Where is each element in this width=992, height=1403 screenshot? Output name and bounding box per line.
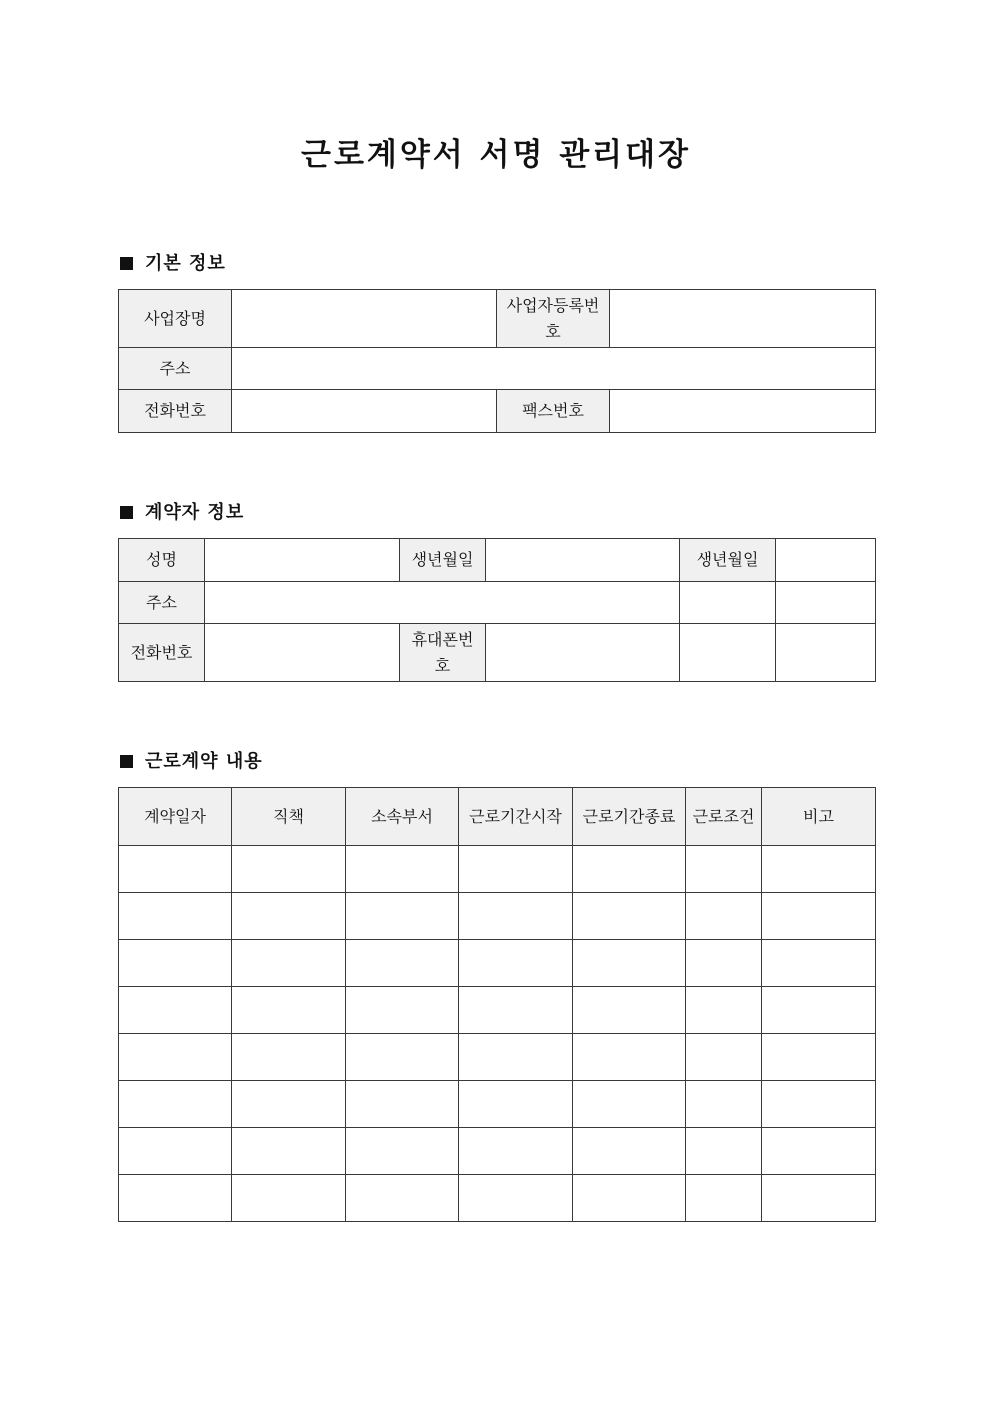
column-header-remarks: 비고 xyxy=(762,788,876,846)
table-row xyxy=(119,390,876,433)
registration-number-label: 사업자등록번호 xyxy=(497,290,610,348)
table-cell[interactable] xyxy=(573,987,686,1034)
table-row xyxy=(119,1175,876,1222)
table-cell[interactable] xyxy=(762,940,876,987)
table-cell[interactable] xyxy=(346,893,459,940)
table-cell[interactable] xyxy=(686,987,762,1034)
square-bullet-icon xyxy=(120,755,133,768)
blank-cell[interactable] xyxy=(776,582,876,624)
birth-date-label-2: 생년월일 xyxy=(680,539,776,582)
table-cell[interactable] xyxy=(573,1034,686,1081)
page-title: 근로계약서 서명 관리대장 xyxy=(301,137,691,173)
table-cell[interactable] xyxy=(686,940,762,987)
table-cell[interactable] xyxy=(232,1034,346,1081)
table-row xyxy=(119,1128,876,1175)
table-cell[interactable] xyxy=(346,846,459,893)
table-cell[interactable] xyxy=(459,1081,573,1128)
column-header-contract-date: 계약일자 xyxy=(119,788,232,846)
contractor-phone-field[interactable] xyxy=(205,624,400,682)
birth-date-label: 생년월일 xyxy=(400,539,486,582)
contractor-address-label: 주소 xyxy=(119,582,205,624)
mobile-label: 휴대폰번호 xyxy=(400,624,486,682)
table-cell[interactable] xyxy=(686,1128,762,1175)
table-cell[interactable] xyxy=(346,1175,459,1222)
table-cell[interactable] xyxy=(762,846,876,893)
table-cell[interactable] xyxy=(686,1175,762,1222)
table-row xyxy=(119,1034,876,1081)
table-cell[interactable] xyxy=(346,1034,459,1081)
address-field[interactable] xyxy=(232,348,876,390)
fax-field[interactable] xyxy=(610,390,876,433)
table-cell[interactable] xyxy=(346,1128,459,1175)
table-cell[interactable] xyxy=(119,893,232,940)
table-row xyxy=(119,348,876,390)
column-header-department: 소속부서 xyxy=(346,788,459,846)
table-row xyxy=(119,539,876,582)
table-cell[interactable] xyxy=(346,1081,459,1128)
table-cell[interactable] xyxy=(686,846,762,893)
table-cell[interactable] xyxy=(573,893,686,940)
table-cell[interactable] xyxy=(119,1175,232,1222)
name-field[interactable] xyxy=(205,539,400,582)
section-heading-text: 기본 정보 xyxy=(145,253,226,274)
square-bullet-icon xyxy=(120,506,133,519)
table-cell[interactable] xyxy=(346,940,459,987)
table-cell[interactable] xyxy=(762,987,876,1034)
table-row xyxy=(119,1081,876,1128)
table-cell[interactable] xyxy=(232,1081,346,1128)
table-cell[interactable] xyxy=(573,940,686,987)
section-heading-text: 계약자 정보 xyxy=(145,502,245,523)
table-cell[interactable] xyxy=(459,940,573,987)
table-cell[interactable] xyxy=(573,1175,686,1222)
table-cell[interactable] xyxy=(232,1128,346,1175)
table-row xyxy=(119,940,876,987)
blank-cell[interactable] xyxy=(680,582,776,624)
table-cell[interactable] xyxy=(119,1128,232,1175)
table-cell[interactable] xyxy=(459,846,573,893)
table-cell[interactable] xyxy=(762,1081,876,1128)
table-cell[interactable] xyxy=(762,893,876,940)
table-cell[interactable] xyxy=(346,987,459,1034)
table-cell[interactable] xyxy=(119,1034,232,1081)
column-header-period-start: 근로기간시작 xyxy=(459,788,573,846)
square-bullet-icon xyxy=(120,257,133,270)
table-cell[interactable] xyxy=(119,1081,232,1128)
table-cell[interactable] xyxy=(119,987,232,1034)
table-row xyxy=(119,987,876,1034)
table-cell[interactable] xyxy=(232,846,346,893)
table-cell[interactable] xyxy=(762,1175,876,1222)
table-cell[interactable] xyxy=(459,893,573,940)
contractor-info-table xyxy=(118,538,876,682)
contractor-phone-label: 전화번호 xyxy=(119,624,205,682)
section-heading-basic-info xyxy=(120,252,226,276)
table-cell[interactable] xyxy=(119,846,232,893)
phone-field[interactable] xyxy=(232,390,497,433)
address-label: 주소 xyxy=(119,348,232,390)
table-row xyxy=(119,846,876,893)
basic-info-table xyxy=(118,289,876,433)
phone-label: 전화번호 xyxy=(119,390,232,433)
section-heading-text: 근로계약 내용 xyxy=(145,751,263,772)
table-cell[interactable] xyxy=(762,1128,876,1175)
contractor-address-field[interactable] xyxy=(205,582,680,624)
business-name-field[interactable] xyxy=(232,290,497,348)
table-cell[interactable] xyxy=(686,1081,762,1128)
column-header-conditions: 근로조건 xyxy=(686,788,762,846)
table-cell[interactable] xyxy=(686,893,762,940)
table-cell[interactable] xyxy=(459,987,573,1034)
table-cell[interactable] xyxy=(459,1034,573,1081)
table-cell[interactable] xyxy=(232,893,346,940)
table-cell[interactable] xyxy=(232,987,346,1034)
column-header-position: 직책 xyxy=(232,788,346,846)
table-cell[interactable] xyxy=(762,1034,876,1081)
fax-label: 팩스번호 xyxy=(497,390,610,433)
birth-date-field[interactable] xyxy=(486,539,680,582)
blank-cell[interactable] xyxy=(776,624,876,682)
table-header-row xyxy=(119,788,876,846)
table-cell[interactable] xyxy=(459,1175,573,1222)
business-name-label: 사업장명 xyxy=(119,290,232,348)
section-heading-contractor-info xyxy=(120,501,244,525)
table-row xyxy=(119,290,876,348)
table-row xyxy=(119,893,876,940)
blank-cell[interactable] xyxy=(680,624,776,682)
table-cell[interactable] xyxy=(459,1128,573,1175)
column-header-period-end: 근로기간종료 xyxy=(573,788,686,846)
registration-number-field[interactable] xyxy=(610,290,876,348)
table-row xyxy=(119,582,876,624)
table-cell[interactable] xyxy=(232,940,346,987)
table-cell[interactable] xyxy=(119,940,232,987)
table-cell[interactable] xyxy=(573,1128,686,1175)
section-heading-contract-content xyxy=(120,750,263,774)
table-cell[interactable] xyxy=(573,1081,686,1128)
name-label: 성명 xyxy=(119,539,205,582)
table-cell[interactable] xyxy=(232,1175,346,1222)
table-cell[interactable] xyxy=(573,846,686,893)
mobile-field[interactable] xyxy=(486,624,680,682)
table-row xyxy=(119,624,876,682)
birth-date-field-2[interactable] xyxy=(776,539,876,582)
table-cell[interactable] xyxy=(686,1034,762,1081)
contract-content-table xyxy=(118,787,876,1222)
